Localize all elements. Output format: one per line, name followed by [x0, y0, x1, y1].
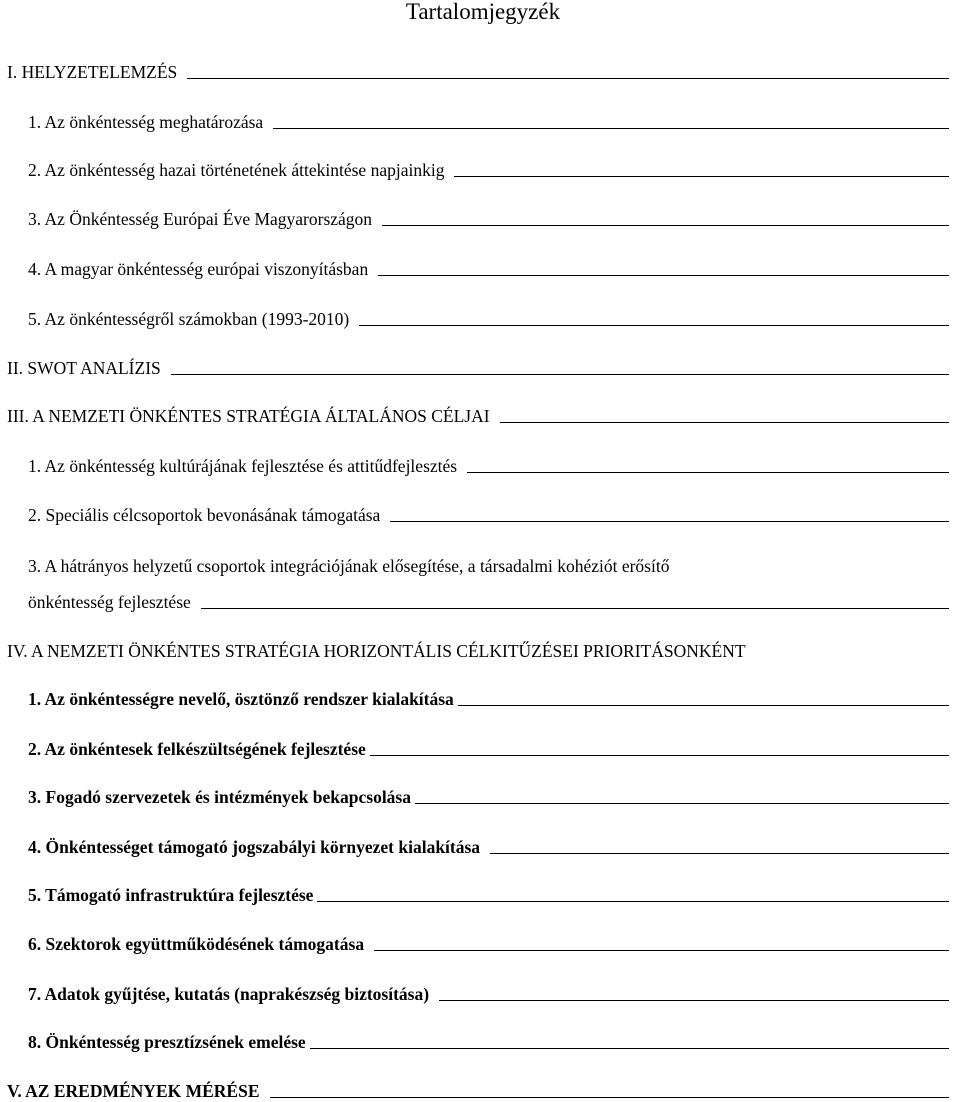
- toc-entry[interactable]: [7, 357, 949, 379]
- toc-entry[interactable]: [28, 786, 949, 808]
- toc-entry-label: 3. Fogadó szervezetek és intézmények bekapcsolása: [28, 787, 411, 807]
- toc-entry[interactable]: [7, 405, 949, 427]
- toc-entry-label: 1. Az önkéntesség meghatározása: [28, 112, 264, 132]
- toc-leader-line: [467, 472, 949, 473]
- toc-entry-label: 4. Önkéntességet támogató jogszabályi környezet kialakítása: [28, 837, 481, 857]
- toc-entry[interactable]: [28, 159, 949, 181]
- toc-entry-label: V. AZ EREDMÉNYEK MÉRÉSE: [7, 1081, 260, 1101]
- toc-entry-label: 4. A magyar önkéntesség európai viszonyításban: [28, 259, 369, 279]
- toc-entry[interactable]: [28, 688, 949, 710]
- toc-leader-line: [187, 78, 949, 79]
- toc-leader-line: [439, 1000, 949, 1001]
- toc-leader-line: [378, 275, 949, 276]
- toc-entry-label: 6. Szektorok együttműködésének támogatása: [28, 934, 365, 954]
- toc-leader-line: [310, 1048, 949, 1049]
- toc-leader-line: [390, 521, 949, 522]
- toc-leader-line: [382, 225, 949, 226]
- toc-entry-label: 1. Az önkéntességre nevelő, ösztönző rendszer kialakítása: [28, 689, 454, 709]
- toc-entry[interactable]: [28, 738, 949, 760]
- toc-entry-label: 7. Adatok gyűjtése, kutatás (naprakészség biztosítása): [28, 984, 430, 1004]
- toc-leader-line: [370, 755, 949, 756]
- toc-entry-label: 2. Az önkéntesség hazai történetének áttekintése napjainkig: [28, 160, 445, 180]
- toc-entry-label: 1. Az önkéntesség kultúrájának fejlesztése és attitűdfejlesztés: [28, 456, 458, 476]
- toc-leader-line: [201, 608, 949, 609]
- toc-leader-line: [359, 325, 949, 326]
- toc-entry-label: IV. A NEMZETI ÖNKÉNTES STRATÉGIA HORIZONTÁLIS CÉLKITŰZÉSEI PRIORITÁSONKÉNT: [7, 641, 746, 661]
- toc-entry-label: 2. Speciális célcsoportok bevonásának támogatása: [28, 505, 381, 525]
- toc-entry-label: 8. Önkéntesség presztízsének emelése: [28, 1032, 306, 1052]
- toc-entry[interactable]: [28, 836, 949, 858]
- toc-entry[interactable]: [28, 983, 949, 1005]
- toc-leader-line: [490, 853, 949, 854]
- toc-leader-line: [273, 128, 949, 129]
- toc-leader-line: [317, 901, 949, 902]
- toc-leader-line: [458, 705, 949, 706]
- document-title: Tartalomjegyzék: [405, 0, 561, 24]
- toc-entry[interactable]: [28, 258, 949, 280]
- toc-leader-line: [454, 176, 949, 177]
- toc-entry-label: 3. A hátrányos helyzetű csoportok integrációjának elősegítése, a társadalmi kohéziót erősítő: [28, 556, 670, 576]
- toc-entry[interactable]: [28, 884, 949, 906]
- toc-entry-label: 2. Az önkéntesek felkészültségének fejlesztése: [28, 739, 366, 759]
- toc-leader-line: [374, 950, 949, 951]
- toc-entry[interactable]: [28, 1031, 949, 1053]
- toc-entry-label: önkéntesség fejlesztése: [28, 592, 191, 612]
- toc-entry-label: I. HELYZETELEMZÉS: [7, 62, 178, 82]
- toc-entry[interactable]: [28, 504, 949, 526]
- toc-entry[interactable]: [28, 308, 949, 330]
- toc-entry[interactable]: [28, 933, 949, 955]
- toc-leader-line: [270, 1097, 949, 1098]
- toc-entry[interactable]: [7, 61, 949, 83]
- toc-entry-label: 3. Az Önkéntesség Európai Éve Magyarországon: [28, 209, 373, 229]
- toc-leader-line: [415, 803, 949, 804]
- toc-entry[interactable]: [28, 208, 949, 230]
- toc-entry[interactable]: [28, 591, 949, 613]
- toc-entry-label: II. SWOT ANALÍZIS: [7, 358, 161, 378]
- toc-entry-label: 5. Az önkéntességről számokban (1993-2010): [28, 309, 350, 329]
- toc-entry[interactable]: [7, 1080, 949, 1102]
- toc-entry-label: III. A NEMZETI ÖNKÉNTES STRATÉGIA ÁLTALÁNOS CÉLJAI: [7, 406, 490, 426]
- toc-leader-line: [500, 422, 949, 423]
- toc-entry-label: 5. Támogató infrastruktúra fejlesztése: [28, 885, 314, 905]
- toc-leader-line: [171, 374, 949, 375]
- toc-entry[interactable]: [28, 555, 949, 577]
- toc-entry[interactable]: [28, 111, 949, 133]
- toc-entry[interactable]: [28, 455, 949, 477]
- toc-entry[interactable]: [7, 640, 949, 662]
